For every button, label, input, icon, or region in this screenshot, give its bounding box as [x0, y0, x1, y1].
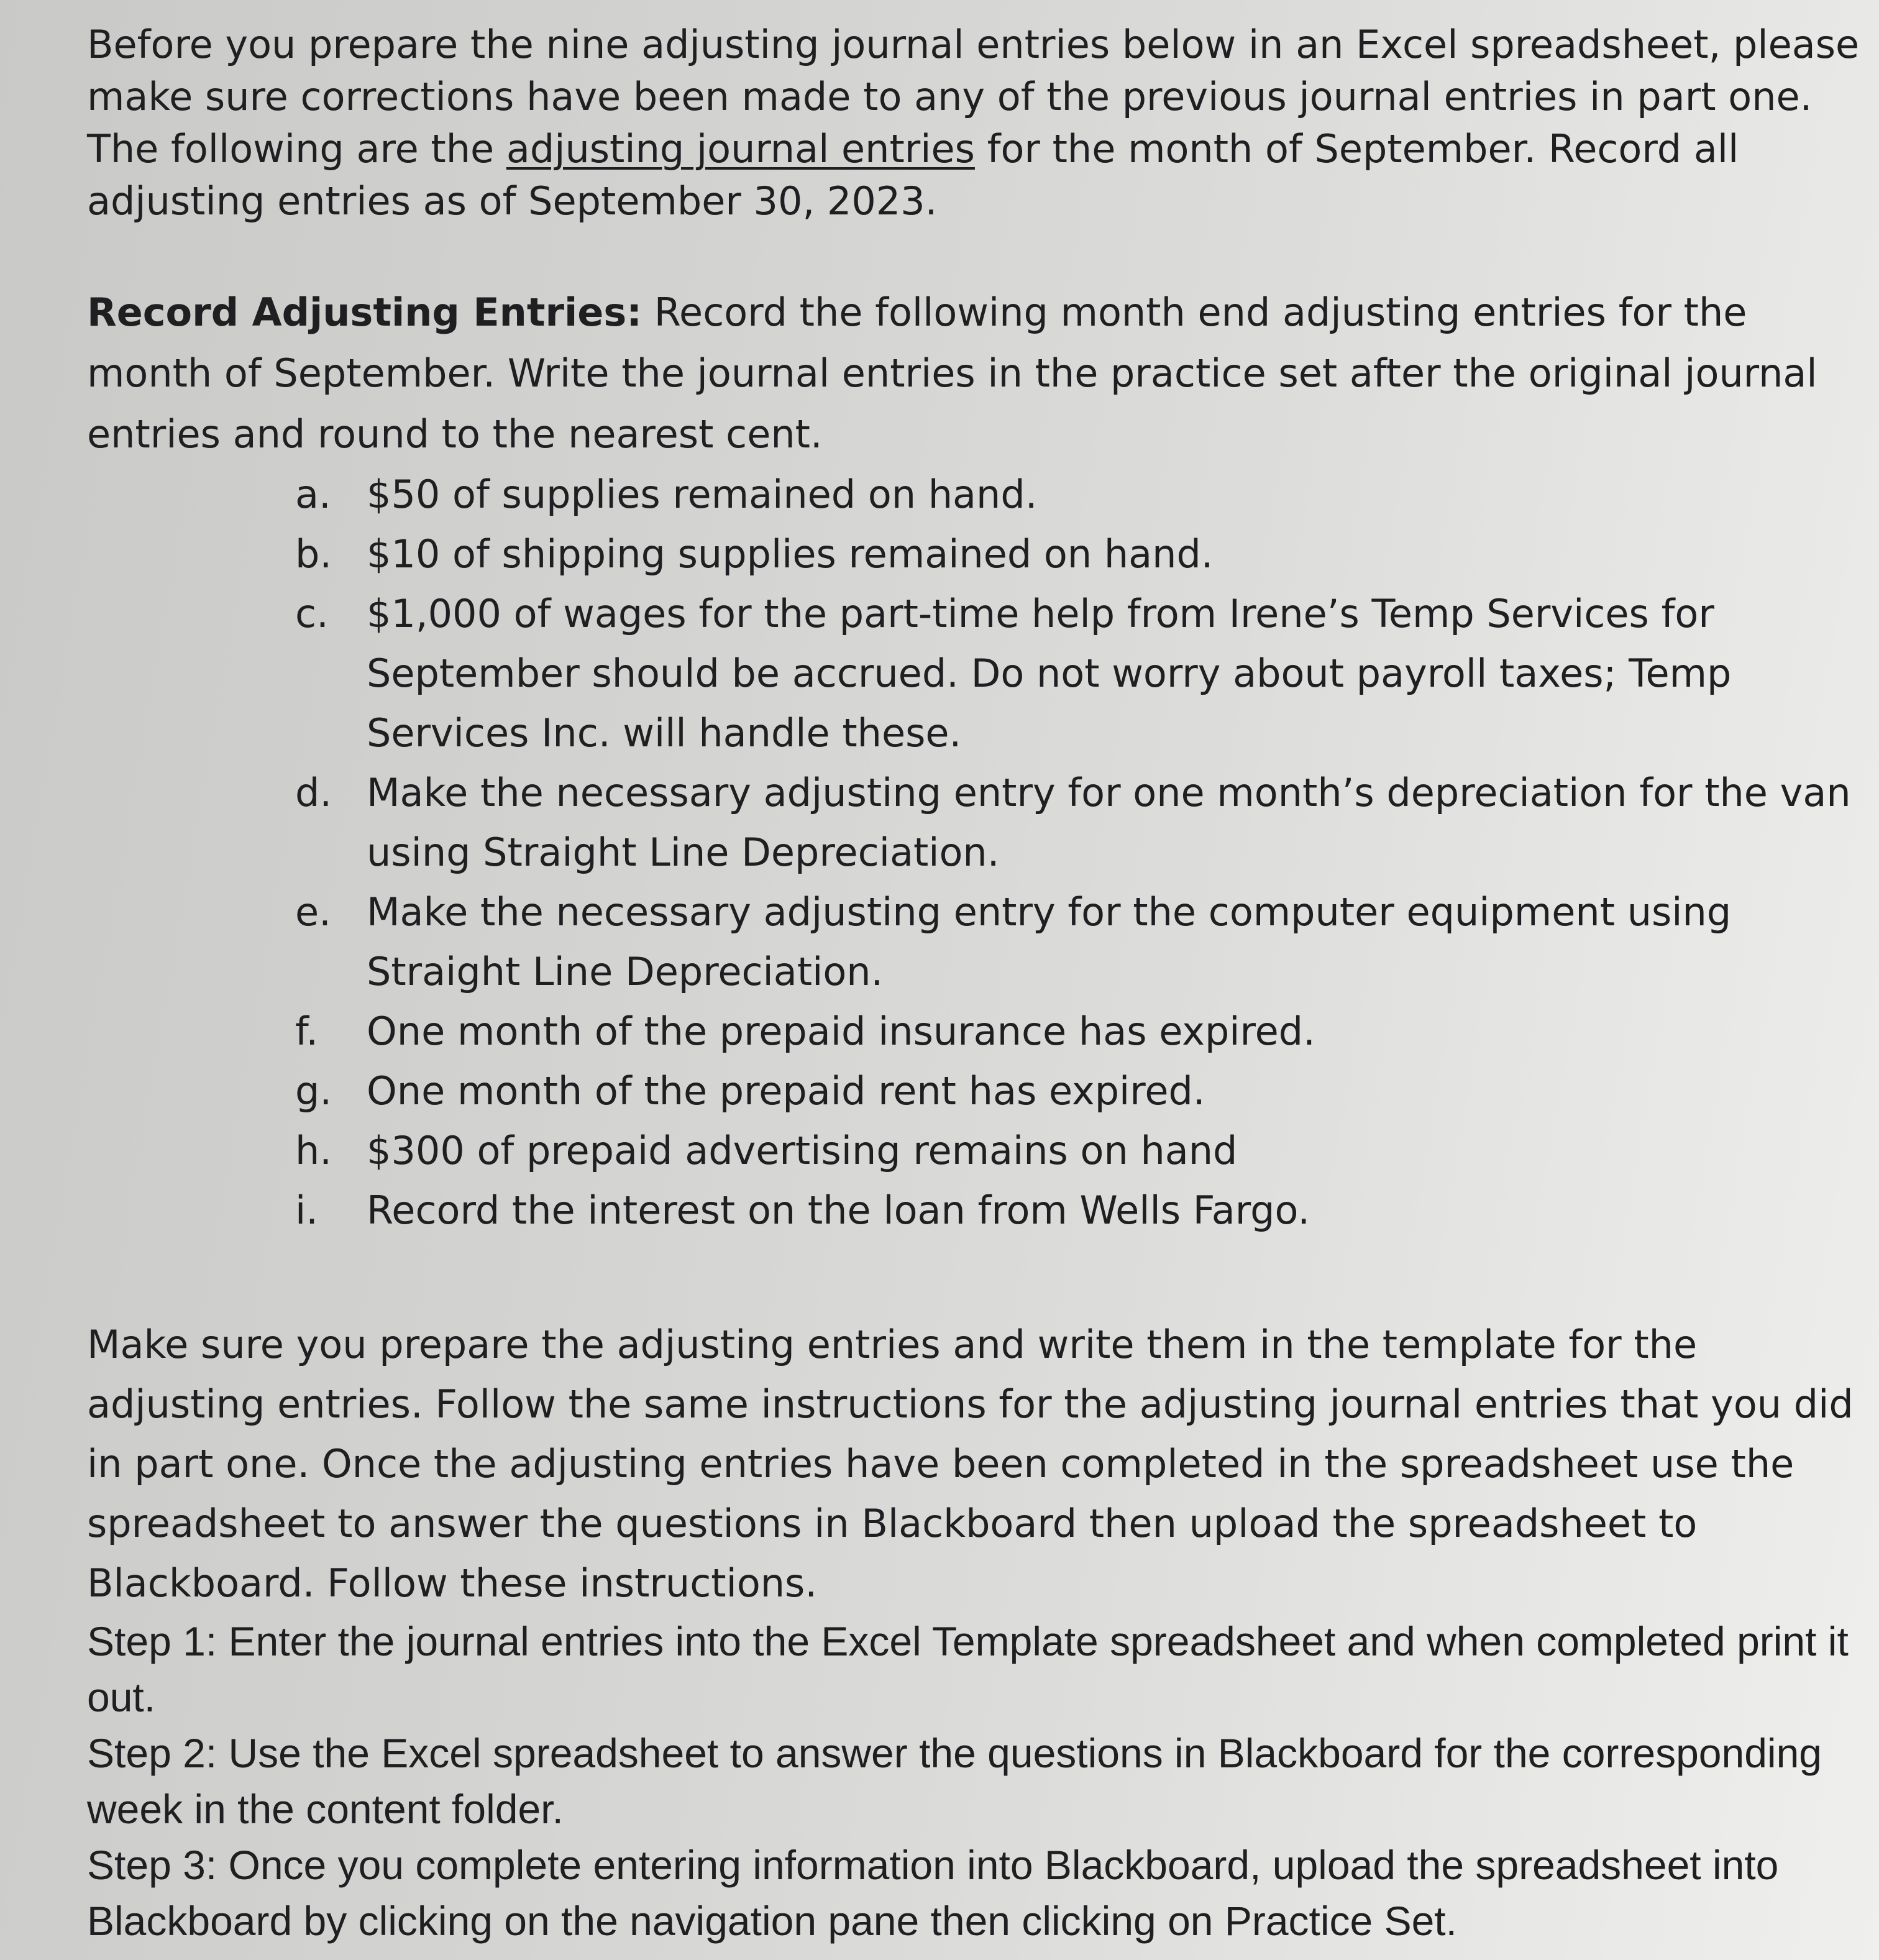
item-marker: f. — [295, 1009, 319, 1054]
list-item — [87, 465, 1870, 524]
item-text: Make the necessary adjusting entry for one month’s depreciation for the van using Straight Line Depreciation. — [367, 770, 1851, 875]
list-item — [87, 1181, 1870, 1240]
item-marker: a. — [295, 472, 331, 517]
item-marker: i. — [295, 1188, 318, 1233]
intro-text-start: Before you prepare the nine adjusting journal entries below in an Excel spreadsheet, please make sure corrections have been made to any of the previous journal entries in part one. The following are the — [87, 22, 1860, 172]
item-marker: g. — [295, 1068, 332, 1114]
intro-paragraph — [87, 19, 1870, 227]
item-marker: d. — [295, 770, 332, 815]
instruction-page — [87, 19, 1870, 1949]
list-item — [87, 1061, 1870, 1121]
record-paragraph — [87, 282, 1870, 465]
item-marker: h. — [295, 1128, 332, 1173]
list-item — [87, 1002, 1870, 1061]
list-item — [87, 524, 1870, 584]
list-item — [87, 882, 1870, 1002]
item-text: Record the interest on the loan from Wells Fargo. — [367, 1188, 1310, 1233]
item-text: $1,000 of wages for the part-time help from Irene’s Temp Services for September should be accrued. Do not worry about payroll taxes; Temp Services Inc. will handle these. — [367, 591, 1732, 756]
item-text: One month of the prepaid insurance has expired. — [367, 1009, 1315, 1054]
step-1: Step 1: Enter the journal entries into the Excel Template spreadsheet and when completed print it out. — [87, 1618, 1849, 1720]
list-item — [87, 763, 1870, 882]
item-marker: e. — [295, 889, 331, 935]
step-3: Step 3: Once you complete entering information into Blackboard, upload the spreadsheet into Blackboard by clicking on the navigation pane then clicking on Practice Set. — [87, 1842, 1779, 1944]
list-item — [87, 1121, 1870, 1181]
item-marker: c. — [295, 591, 329, 636]
step-2: Step 2: Use the Excel spreadsheet to answer the questions in Blackboard for the corresponding week in the content folder. — [87, 1730, 1822, 1832]
adjusting-entries-underlined: adjusting journal entries — [506, 126, 975, 172]
item-text: $50 of supplies remained on hand. — [367, 472, 1038, 517]
item-text: $10 of shipping supplies remained on hand. — [367, 531, 1214, 577]
item-text: One month of the prepaid rent has expired. — [367, 1068, 1205, 1114]
steps-block — [87, 1613, 1870, 1949]
list-item — [87, 584, 1870, 763]
item-text: Make the necessary adjusting entry for the computer equipment using Straight Line Depreciation. — [367, 889, 1732, 994]
item-text: $300 of prepaid advertising remains on hand — [367, 1128, 1238, 1173]
record-heading: Record Adjusting Entries: — [87, 290, 642, 335]
intro-text-end: for the month of September. Record all adjusting entries as of September 30, 2023. — [87, 126, 1739, 224]
closing-paragraph: Make sure you prepare the adjusting entries and write them in the template for the adjusting entries. Follow the same instructions for the adjusting journal entries that you did in part one. Once the adjusting entries have been completed in the spreadsheet use the spreadsheet to answer the questions in Blackboard then upload the spreadsheet to Blackboard. Follow these instructions. — [87, 1322, 1854, 1606]
adjusting-entries-list — [87, 465, 1870, 1240]
record-text: Record the following month end adjusting entries for the month of September. Write the journal entries in the practice set after the original journal entries and round to the nearest cent. — [87, 290, 1817, 457]
item-marker: b. — [295, 531, 332, 577]
